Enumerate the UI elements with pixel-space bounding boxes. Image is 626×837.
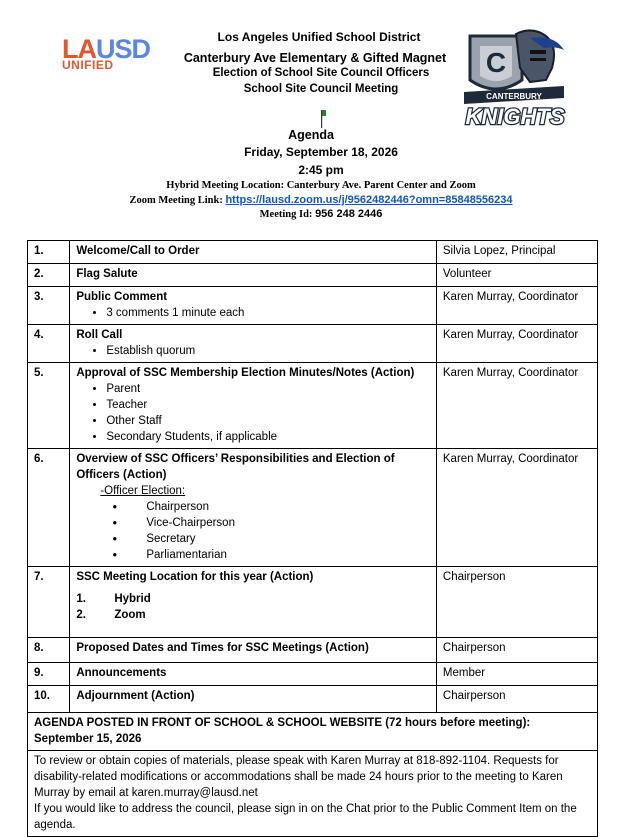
item-title: Welcome/Call to Order — [76, 245, 200, 257]
table-row — [28, 325, 598, 363]
zoom-link[interactable]: https://lausd.zoom.us/j/9562482446?omn=85848556234 — [225, 194, 513, 206]
item-title: Public Comment — [76, 291, 168, 303]
list-item: • 3 comments 1 minute each — [106, 305, 430, 321]
item-title: Adjournment (Action) — [76, 690, 195, 702]
list-item: • Other Staff — [106, 413, 430, 429]
item-title: Announcements — [76, 667, 167, 679]
flag-icon — [320, 110, 326, 128]
table-row — [28, 449, 598, 567]
item-title: Overview of SSC Officers’ Responsibilities and Election of Officers (Action) — [76, 453, 395, 481]
item-cell — [70, 638, 437, 663]
list-item: • Secondary Students, if applicable — [106, 429, 430, 445]
materials-notice: To review or obtain copies of materials, please speak with Karen Murray at 818-892-1104. Requests for disability-related modifications or accommodations shall be made 24 hours prior to the meeting to Karen Murray by email at karen.murray@lausd.net — [34, 755, 563, 799]
item-title: SSC Meeting Location for this year (Action) — [76, 571, 314, 583]
table-row — [28, 686, 598, 713]
list-item: ● Vice-Chairperson — [120, 515, 430, 531]
item-responsible: Karen Murray, Coordinator — [436, 449, 597, 567]
meeting-id-line — [8, 208, 626, 220]
item-responsible: Chairperson — [436, 638, 597, 663]
list-item: ● Secretary — [120, 531, 430, 547]
table-row — [28, 241, 598, 264]
logo-text-canterbury: CANTERBURY — [486, 92, 542, 101]
meeting-id-label: Meeting Id: — [259, 209, 316, 220]
table-row — [28, 363, 598, 449]
table-row — [28, 567, 598, 638]
item-responsible: Karen Murray, Coordinator — [436, 363, 597, 449]
meeting-title: School Site Council Meeting — [243, 83, 399, 95]
zoom-line — [8, 194, 626, 206]
item-number: 9. — [28, 663, 70, 686]
item-cell — [70, 449, 437, 567]
list-item: 1. Hybrid — [76, 593, 151, 605]
item-cell — [70, 264, 437, 287]
table-row — [28, 663, 598, 686]
list-item: • Establish quorum — [106, 343, 430, 359]
item-title: Proposed Dates and Times for SSC Meetings (Action) — [76, 642, 369, 654]
item-responsible: Volunteer — [436, 264, 597, 287]
item-cell — [70, 241, 437, 264]
item-number: 3. — [28, 287, 70, 325]
table-row — [28, 751, 598, 837]
table-row — [28, 287, 598, 325]
item-number: 10. — [28, 686, 70, 713]
school-title: Canterbury Ave Elementary & Gifted Magnet — [183, 51, 447, 65]
table-row — [28, 713, 598, 751]
logo-text-usd: USD — [96, 34, 151, 64]
item-number: 5. — [28, 363, 70, 449]
list-item: 2. Zoom — [76, 609, 146, 621]
item-title: Roll Call — [76, 329, 123, 341]
item-cell — [70, 325, 437, 363]
logo-text-knights: KNIGHTS — [465, 104, 565, 129]
list-item: ● Chairperson — [120, 499, 430, 515]
item-responsible: Silvia Lopez, Principal — [436, 241, 597, 264]
table-row — [28, 638, 598, 663]
item-responsible: Karen Murray, Coordinator — [436, 325, 597, 363]
meeting-id: 956 248 2446 — [315, 208, 383, 220]
item-title: Approval of SSC Membership Election Minutes/Notes (Action) — [76, 367, 415, 379]
meeting-location: Hybrid Meeting Location: Canterbury Ave. Parent Center and Zoom — [166, 180, 476, 191]
logo-text-la: LA — [62, 34, 96, 64]
item-number: 4. — [28, 325, 70, 363]
table-row — [28, 264, 598, 287]
logo-subtext: UNIFIED — [62, 58, 114, 72]
election-title: Election of School Site Council Officers — [212, 67, 430, 79]
officer-election-label: -Officer Election: — [100, 485, 186, 497]
item-cell — [70, 287, 437, 325]
agenda-posted-notice: AGENDA POSTED IN FRONT OF SCHOOL & SCHOOL WEBSITE (72 hours before meeting): September 15, 2026 — [28, 713, 598, 751]
item-number: 7. — [28, 567, 70, 638]
item-responsible: Karen Murray, Coordinator — [436, 287, 597, 325]
item-number: 6. — [28, 449, 70, 567]
item-cell — [70, 686, 437, 713]
item-cell — [70, 663, 437, 686]
item-responsible: Chairperson — [436, 567, 597, 638]
item-number: 2. — [28, 264, 70, 287]
item-number: 8. — [28, 638, 70, 663]
item-responsible: Chairperson — [436, 686, 597, 713]
list-item: • Teacher — [106, 397, 430, 413]
agenda-table — [27, 240, 598, 837]
item-cell — [70, 363, 437, 449]
footer-info — [28, 751, 598, 837]
svg-text:C: C — [485, 47, 507, 78]
public-comment-notice: If you would like to address the council, please sign in on the Chat prior to the Public Comment Item on the agenda. — [34, 803, 577, 831]
item-responsible: Member — [436, 663, 597, 686]
meeting-date: Friday, September 18, 2026 — [244, 145, 398, 159]
item-number: 1. — [28, 241, 70, 264]
item-cell — [70, 567, 437, 638]
zoom-label: Zoom Meeting Link: — [129, 195, 226, 206]
list-item: • Parent — [106, 381, 430, 397]
meeting-time: 2:45 pm — [298, 163, 344, 177]
list-item: ● Parliamentarian — [120, 547, 430, 563]
agenda-title: Agenda — [288, 128, 334, 142]
district-title: Los Angeles Unified School District — [217, 30, 421, 44]
item-title: Flag Salute — [76, 268, 138, 280]
